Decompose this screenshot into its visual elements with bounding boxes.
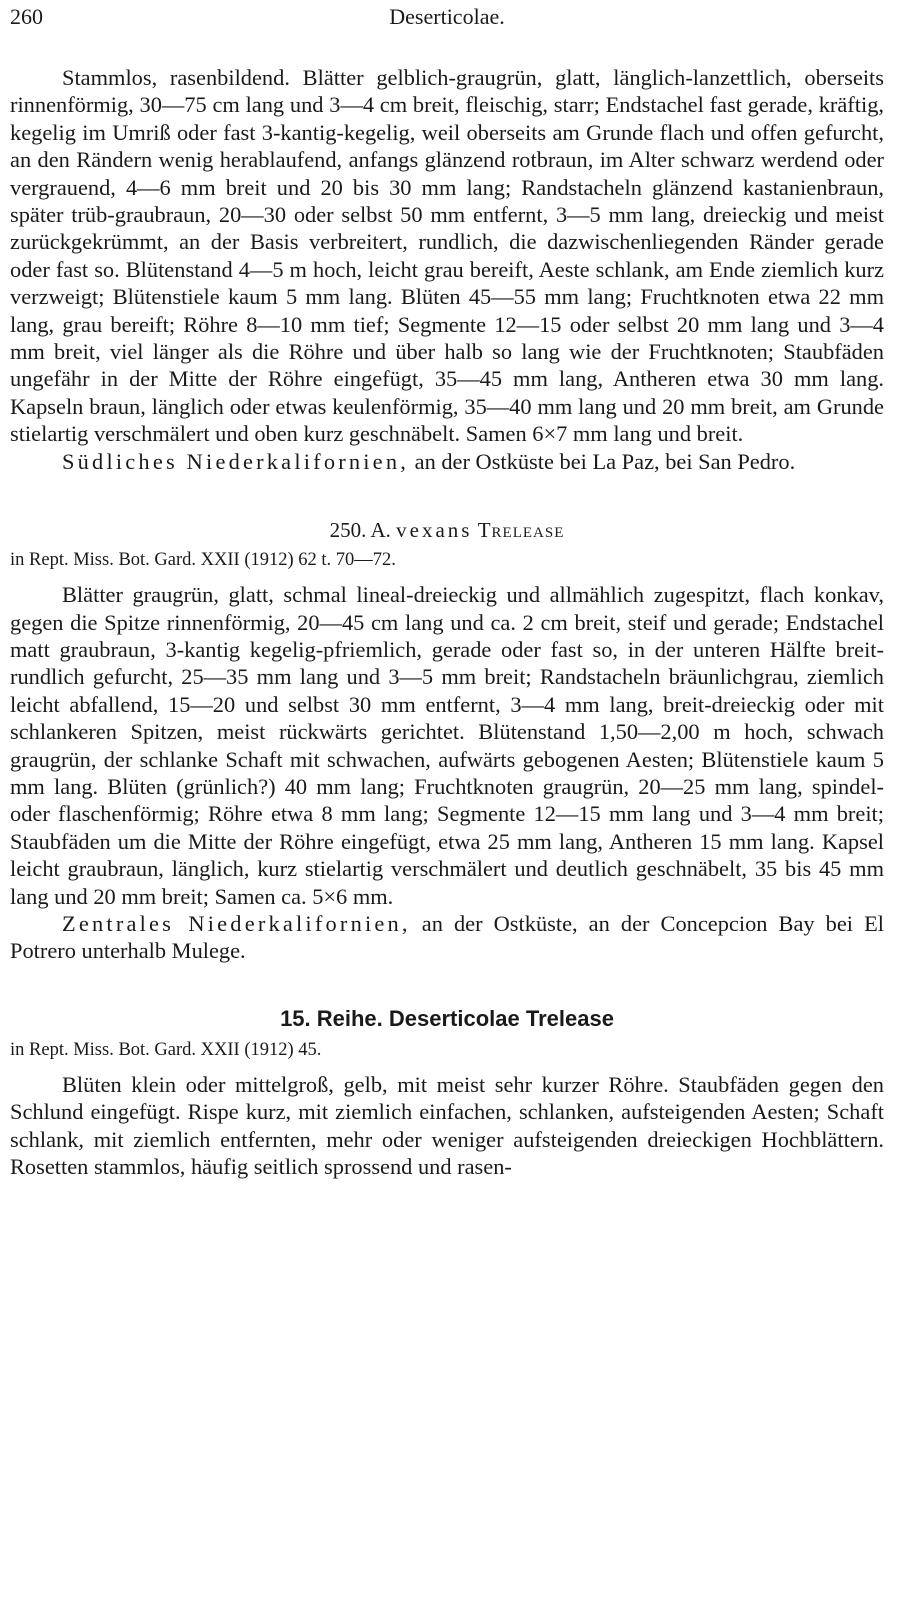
species-description: Blätter graugrün, glatt, schmal lineal-dreieckig und allmählich zugespitzt, flach konkav, gegen die Spitze rinnenförmig, 20—45 cm lang und ca. 2 cm breit, steif und gerade; Endstachel matt graubraun, 3-kantig kegelig-pfriemlich, gerade oder fast so, in der unteren Hälfte breit-rundlich gefurcht, 25—35 mm lang und 3—5 mm breit; Randstacheln bräunlichgrau, ziemlich leicht abfallend, 15—20 und selbst 30 mm entfernt, 3—4 mm lang, breit-dreieckig oder mit schlankeren Spitzen, meist rückwärts gerichtet. Blütenstand 1,50—2,00 m hoch, schwach graugrün, der schlanke Schaft mit schwachen, aufwärts gebogenen Aesten; Blütenstiele kaum 5 mm lang. Blüten (grünlich?) 40 mm lang; Fruchtknoten graugrün, 20—25 mm lang, spindel- oder flaschenförmig; Röhre etwa 8 mm lang; Segmente 12—15 mm lang und 3—4 mm breit; Staubfäden um die Mitte der Röhre eingefügt, etwa 25 mm lang, Antheren 15 mm lang. Kapsel leicht graubraun, länglich, kurz stielartig verschmälert und deutlich geschnäbelt, 35 bis 45 mm lang und 20 mm breit; Samen ca. 5×6 mm. [10,582,884,909]
locality-paragraph [10,448,884,475]
species-epithet: vexans [396,518,473,543]
species-locality-region: Zentrales Niederkalifornien, [62,910,411,936]
species-locality [10,910,884,965]
species-author: Trelease [477,518,565,543]
series-description: Blüten klein oder mittelgroß, gelb, mit meist sehr kurzer Röhre. Staubfäden gegen den Schlund eingefügt. Rispe kurz, mit ziemlich einfachen, schlanken, aufsteigenden Aesten; Schaft schlank, mit ziemlich entfernten, mehr oder weniger aufsteigenden dreieckigen Hochblättern. Rosetten stammlos, häufig seitlich sprossend und rasen- [10,1071,884,1179]
series-heading: 15. Reihe. Deserticolae Trelease [280,1005,614,1031]
locality-detail: an der Ostküste bei La Paz, bei San Pedro. [409,448,796,474]
running-title: Deserticolae. [389,4,505,29]
running-header [10,0,884,40]
page-number: 260 [10,4,43,29]
species-number: 250. A. [329,518,391,543]
series-citation: in Rept. Miss. Bot. Gard. XXII (1912) 45. [10,1039,322,1060]
description-paragraph-continued: Stammlos, rasenbildend. Blätter gelblich-graugrün, glatt, länglich-lanzettlich, oberseits rinnenförmig, 30—75 cm lang und 3—4 cm breit, fleischig, starr; Endstachel fast gerade, kräftig, kegelig im Umriß oder fast 3-kantig-kegelig, weil oberseits am Grunde flach und offen gefurcht, an den Rändern wenig herablaufend, anfangs glänzend rotbraun, im Alter schwarz werdend oder vergrauend, 4—6 mm breit und 20 bis 30 mm lang; Randstacheln glänzend kastanienbraun, später trüb-graubraun, 20—30 oder selbst 50 mm entfernt, 3—5 mm lang, dreieckig und meist zurückgekrümmt, an der Basis verbreitert, rundlich, die dazwischenliegenden Ränder gerade oder fast so. Blütenstand 4—5 m hoch, leicht grau bereift, Aeste schlank, am Ende ziemlich kurz verzweigt; Blütenstiele kaum 5 mm lang. Blüten 45—55 mm lang; Fruchtknoten etwa 22 mm lang, grau bereift; Röhre 8—10 mm tief; Segmente 12—15 oder selbst 20 mm lang und 3—4 mm breit, viel länger als die Röhre und über halb so lang wie der Fruchtknoten; Staubfäden ungefähr in der Mitte der Röhre eingefügt, 35—45 mm lang, Antheren etwa 30 mm lang. Kapseln braun, länglich oder etwas keulenförmig, 35—40 mm lang und 20 mm breit, am Grunde stielartig verschmälert und oben kurz geschnäbelt. Samen 6×7 mm lang und breit. [10,65,884,447]
species-heading [10,515,884,545]
locality-region: Südliches Niederkalifornien, [62,448,410,474]
species-locality-detail: an der Ostküste, an der Concepcion Bay bei El Potrero unterhalb Mulege. [10,910,884,964]
document-page [10,0,884,1180]
species-citation: in Rept. Miss. Bot. Gard. XXII (1912) 62 t. 70—72. [10,550,396,571]
